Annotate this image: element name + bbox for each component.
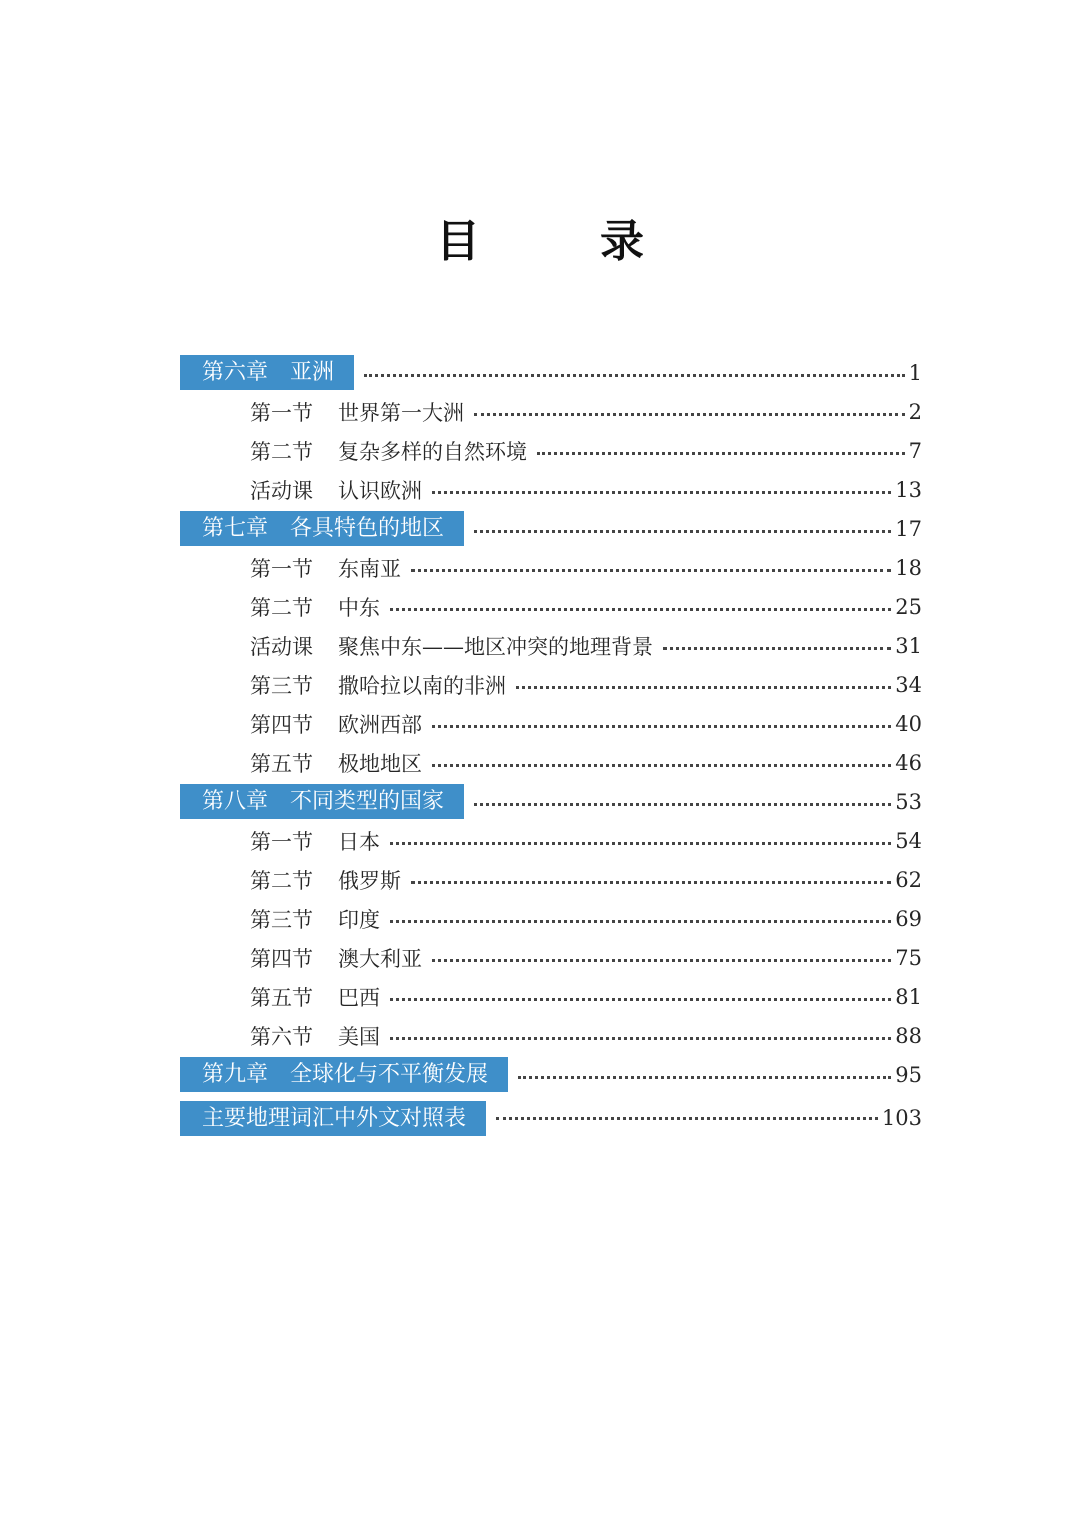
leader-dots (390, 997, 891, 1001)
page-number: 7 (908, 438, 922, 463)
leader-dots (432, 958, 891, 962)
toc-chapter-7[interactable] (180, 509, 922, 548)
section-number: 第二节 (250, 595, 313, 620)
toc-section[interactable] (180, 977, 922, 1016)
toc-section[interactable] (180, 899, 922, 938)
section-number: 第五节 (250, 985, 313, 1010)
section-number: 第一节 (250, 829, 313, 854)
toc-section[interactable] (180, 665, 922, 704)
section-title: 复杂多样的自然环境 (338, 439, 527, 464)
toc-section[interactable] (180, 1016, 922, 1055)
leader-dots (432, 724, 891, 728)
toc-section[interactable] (180, 548, 922, 587)
toc-section[interactable] (180, 470, 922, 509)
section-number: 第一节 (250, 400, 313, 425)
leader-dots (516, 685, 891, 689)
page-number: 81 (895, 984, 922, 1009)
toc-section[interactable] (180, 704, 922, 743)
page-number: 46 (895, 750, 922, 775)
section-title: 东南亚 (338, 556, 401, 581)
page-number: 34 (895, 672, 922, 697)
section-number: 第二节 (250, 439, 313, 464)
page-number: 88 (895, 1023, 922, 1048)
leader-dots (432, 763, 891, 767)
chapter-label: 第六章 亚洲 (180, 355, 354, 390)
toc-section[interactable] (180, 821, 922, 860)
page-number: 40 (895, 711, 922, 736)
toc-section[interactable] (180, 743, 922, 782)
section-title: 巴西 (338, 985, 380, 1010)
section-number: 第四节 (250, 712, 313, 737)
section-title: 世界第一大洲 (338, 400, 464, 425)
leader-dots (411, 880, 891, 884)
section-number: 第二节 (250, 868, 313, 893)
leader-dots (390, 919, 891, 923)
chapter-label: 第九章 全球化与不平衡发展 (180, 1057, 508, 1092)
section-number: 活动课 (250, 634, 313, 659)
section-title: 印度 (338, 907, 380, 932)
leader-dots (518, 1075, 891, 1079)
leader-dots (411, 568, 891, 572)
section-title: 欧洲西部 (338, 712, 422, 737)
leader-dots (537, 451, 905, 455)
page-number: 54 (895, 828, 922, 853)
section-number: 第三节 (250, 907, 313, 932)
table-of-contents (180, 353, 922, 1142)
page-number: 1 (908, 360, 922, 385)
section-title: 中东 (338, 595, 380, 620)
page-number: 18 (895, 555, 922, 580)
leader-dots (390, 607, 891, 611)
toc-section[interactable] (180, 431, 922, 470)
section-title: 澳大利亚 (338, 946, 422, 971)
section-number: 第六节 (250, 1024, 313, 1049)
page-number: 95 (895, 1062, 922, 1087)
toc-section[interactable] (180, 938, 922, 977)
section-title: 认识欧洲 (338, 478, 422, 503)
leader-dots (390, 1036, 891, 1040)
leader-dots (663, 646, 891, 650)
section-number: 第五节 (250, 751, 313, 776)
appendix-label: 主要地理词汇中外文对照表 (180, 1101, 486, 1136)
toc-section[interactable] (180, 392, 922, 431)
section-title: 撒哈拉以南的非洲 (338, 673, 506, 698)
leader-dots (432, 490, 891, 494)
page-number: 31 (895, 633, 922, 658)
section-title: 聚焦中东——地区冲突的地理背景 (338, 634, 653, 659)
section-title: 极地地区 (338, 751, 422, 776)
section-title: 俄罗斯 (338, 868, 401, 893)
section-number: 第一节 (250, 556, 313, 581)
leader-dots (364, 373, 905, 377)
page-number: 62 (895, 867, 922, 892)
toc-section[interactable] (180, 860, 922, 899)
page-number: 13 (895, 477, 922, 502)
page-title: 目 录 (436, 216, 682, 267)
section-title: 日本 (338, 829, 380, 854)
leader-dots (474, 412, 905, 416)
chapter-label: 第八章 不同类型的国家 (180, 784, 464, 819)
leader-dots (474, 802, 891, 806)
leader-dots (390, 841, 891, 845)
toc-chapter-9[interactable] (180, 1055, 922, 1094)
section-number: 第三节 (250, 673, 313, 698)
toc-section[interactable] (180, 626, 922, 665)
section-title: 美国 (338, 1024, 380, 1049)
page-number: 103 (881, 1106, 922, 1130)
chapter-label: 第七章 各具特色的地区 (180, 511, 464, 546)
page-number: 75 (895, 945, 922, 970)
section-number: 第四节 (250, 946, 313, 971)
leader-dots (474, 529, 891, 533)
toc-section[interactable] (180, 587, 922, 626)
page-number: 2 (908, 399, 922, 424)
page-number: 53 (895, 789, 922, 814)
leader-dots (496, 1116, 878, 1120)
toc-appendix[interactable] (180, 1094, 922, 1142)
toc-chapter-6[interactable] (180, 353, 922, 392)
page-number: 69 (895, 906, 922, 931)
toc-chapter-8[interactable] (180, 782, 922, 821)
page-number: 17 (895, 516, 922, 541)
page-number: 25 (895, 594, 922, 619)
section-number: 活动课 (250, 478, 313, 503)
